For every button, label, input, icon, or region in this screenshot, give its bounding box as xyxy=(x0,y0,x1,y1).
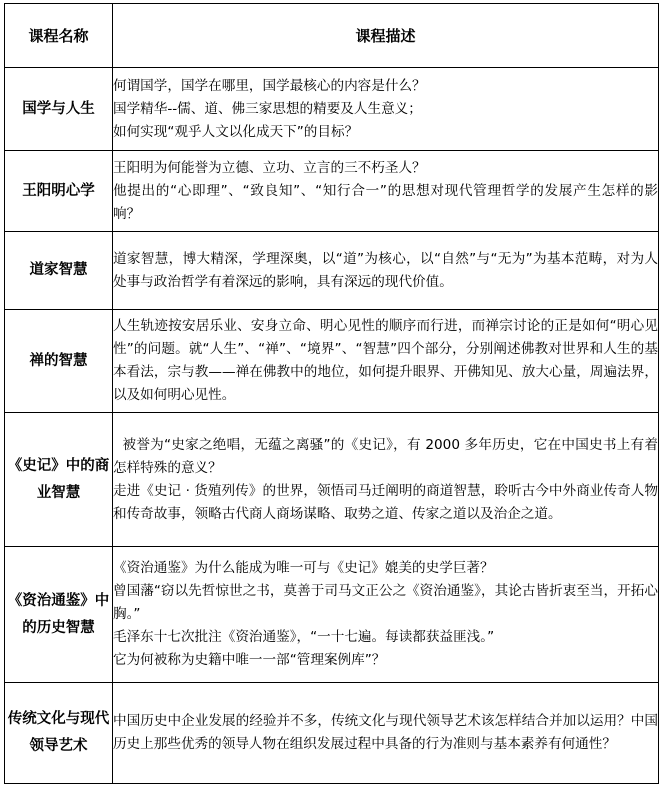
desc-line: 人生轨迹按安居乐业、安身立命、明心见性的顺序而行进，而禅宗讨论的正是如何“明心见性”的问题。就“人生”、“禅”、“境界”、“智慧”四个部分，分别阐述佛教对世界和人生的基本看法，宗与教——禅在佛教中的地位，如何提升眼界、开佛知见、放大心量，周遍法界，以及如何明心见性。 xyxy=(113,318,658,403)
header-course-name: 课程名称 xyxy=(5,4,113,68)
table-row xyxy=(5,413,659,547)
desc-line: 毛泽东十七次批注《资治通鉴》，“一十七遍。每读都获益匪浅。” xyxy=(113,629,495,645)
table-row xyxy=(5,310,659,413)
course-desc xyxy=(113,310,659,413)
table-row xyxy=(5,232,659,310)
desc-line: 他提出的“心即理”、“致良知”、“知行合一”的思想对现代管理哲学的发展产生怎样的影响？ xyxy=(113,182,658,222)
course-name: 传统文化与现代领导艺术 xyxy=(5,683,113,784)
desc-line: 如何实现“观乎人文以化成天下”的目标？ xyxy=(113,123,359,140)
course-desc xyxy=(113,413,659,547)
course-desc xyxy=(113,151,659,232)
desc-line: 道家智慧，博大精深，学理深奥，以“道”为核心，以“自然”与“无为”为基本范畴，对为人处事与政治哲学有着深远的影响，具有深远的现代价值。 xyxy=(113,250,658,290)
course-name: 《史记》中的商业智慧 xyxy=(5,413,113,547)
course-name: 王阳明心学 xyxy=(5,151,113,232)
table-row xyxy=(5,547,659,683)
desc-line: 被誉为“史家之绝唱，无蕴之离骚”的《史记》，有 2000 多年历史，它在中国史书上有着怎样特殊的意义？ xyxy=(113,436,658,476)
course-desc xyxy=(113,232,659,310)
course-table xyxy=(4,3,659,784)
course-desc xyxy=(113,683,659,784)
course-name: 国学与人生 xyxy=(5,68,113,151)
desc-line: 何谓国学，国学在哪里，国学最核心的内容是什么？ xyxy=(113,77,426,94)
course-name: 道家智慧 xyxy=(5,232,113,310)
desc-line: 王阳明为何能誉为立德、立功、立言的三不朽圣人？ xyxy=(113,159,426,176)
table-header-row xyxy=(5,4,659,68)
desc-line: 走进《史记 · 货殖列传》的世界，领悟司马迁阐明的商道智慧，聆听古今中外商业传奇人物和传奇故事，领略古代商人商场谋略、取势之道、传家之道以及治企之道。 xyxy=(113,482,658,522)
table-row xyxy=(5,151,659,232)
header-course-desc: 课程描述 xyxy=(113,4,659,68)
desc-line: 国学精华--儒、道、佛三家思想的精要及人生意义； xyxy=(113,100,422,117)
desc-line: 曾国藩“窃以先哲惊世之书，莫善于司马文正公之《资治通鉴》，其论古皆折衷至当，开拓心胸。” xyxy=(113,583,658,622)
desc-line: 中国历史中企业发展的经验并不多，传统文化与现代领导艺术该怎样结合并加以运用？中国历史上那些优秀的领导人物在组织发展过程中具备的行为准则与基本素养有何通性？ xyxy=(113,713,658,752)
course-desc xyxy=(113,68,659,151)
desc-line: 它为何被称为史籍中唯一一部“管理案例库”？ xyxy=(113,652,386,668)
course-name: 《资治通鉴》中的历史智慧 xyxy=(5,547,113,683)
table-row xyxy=(5,68,659,151)
course-name: 禅的智慧 xyxy=(5,310,113,413)
course-desc xyxy=(113,547,659,683)
desc-line: 《资治通鉴》为什么能成为唯一可与《史记》媲美的史学巨著？ xyxy=(113,560,494,576)
table-row xyxy=(5,683,659,784)
